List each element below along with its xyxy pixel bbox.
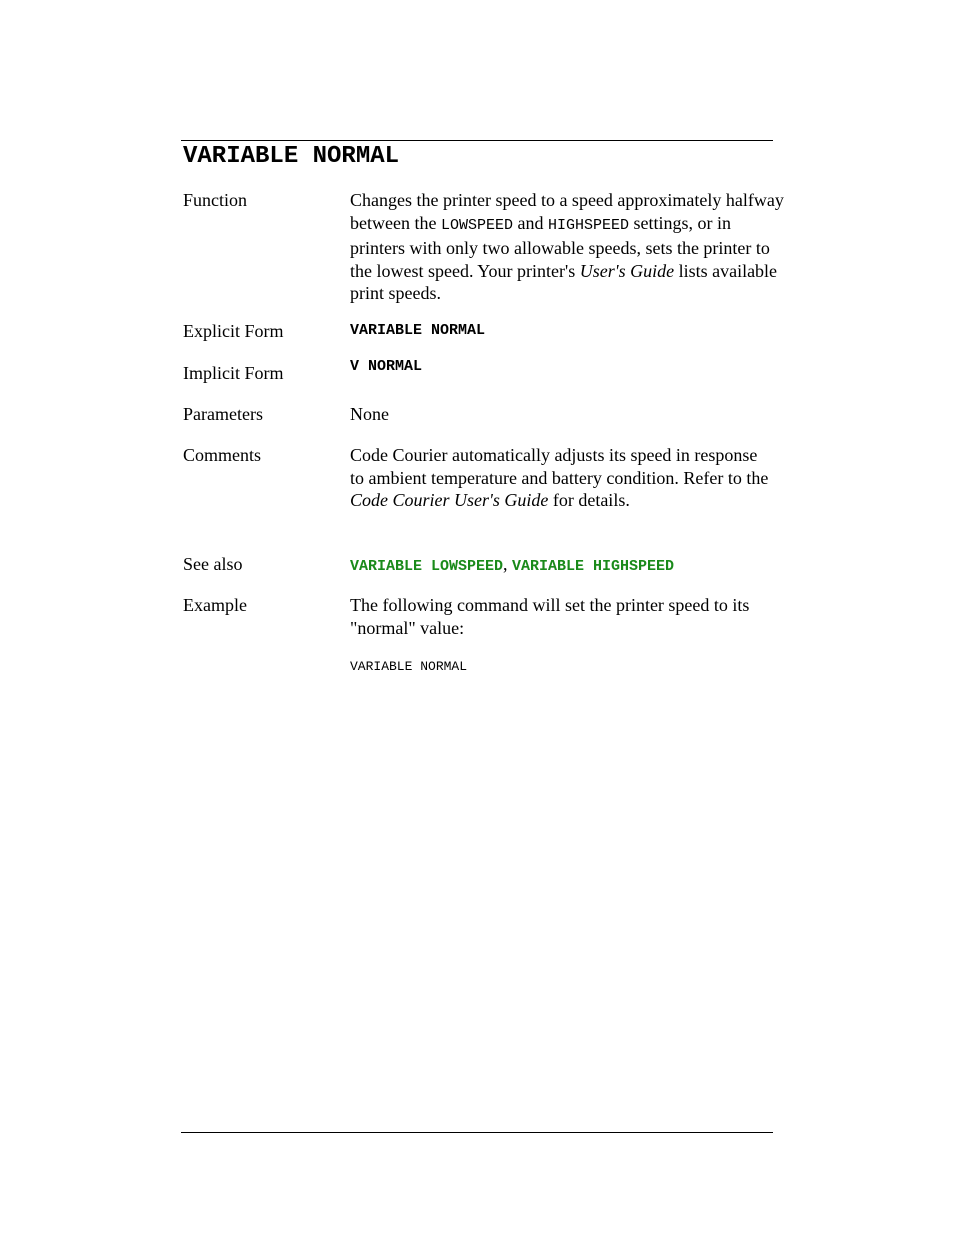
bottom-rule (181, 1132, 773, 1133)
code-courier-guide-title: Code Courier User's Guide (350, 490, 549, 511)
see-also-separator: , (503, 554, 513, 574)
comments-label: Comments (183, 445, 262, 465)
explicit-form-value: VARIABLE NORMAL (350, 322, 486, 339)
function-text-1: Changes the printer speed to a speed approximately halfway between the (350, 190, 784, 233)
function-label: Function (183, 190, 248, 210)
example-text: The following command will set the printer speed to its "normal" value: (350, 595, 750, 638)
implicit-form-value: V NORMAL (350, 358, 423, 375)
link-variable-lowspeed[interactable]: VARIABLE LOWSPEED (350, 558, 504, 575)
link-variable-highspeed[interactable]: VARIABLE HIGHSPEED (512, 558, 675, 575)
comments-text-2: for details. (548, 490, 630, 511)
function-text-2: and (512, 212, 548, 233)
example-label: Example (183, 595, 247, 615)
parameters-value: None (350, 404, 389, 424)
implicit-form-label: Implicit Form (183, 363, 284, 383)
comments-text-1: Code Courier automatically adjusts its speed in response to ambient temperature and battery condition. Refer to the (350, 445, 769, 488)
page-title: VARIABLE NORMAL (183, 143, 400, 170)
lowspeed-code: LOWSPEED (440, 216, 513, 234)
top-rule (181, 140, 773, 141)
function-text-4: lists available print speeds. (350, 260, 778, 304)
users-guide-title: User's Guide (579, 260, 675, 281)
comments-description (350, 444, 770, 512)
see-also-links (350, 553, 790, 579)
example-code: VARIABLE NORMAL (350, 659, 468, 674)
parameters-label: Parameters (183, 404, 263, 424)
function-description (350, 189, 790, 305)
function-text-3: settings, or in printers with only two allowable speeds, sets the printer to the lowest speed. Your printer's (350, 212, 770, 281)
explicit-form-label: Explicit Form (183, 321, 284, 341)
see-also-label: See also (183, 554, 243, 574)
highspeed-code: HIGHSPEED (547, 216, 629, 234)
